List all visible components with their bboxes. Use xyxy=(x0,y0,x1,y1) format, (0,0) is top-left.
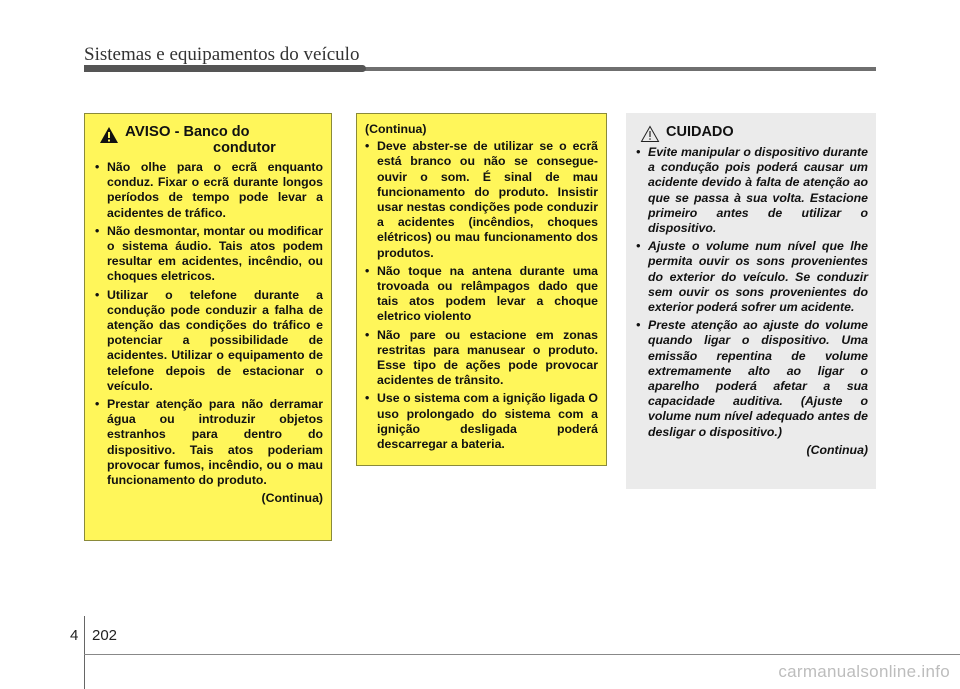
caution-title: CUIDADO xyxy=(666,124,734,141)
list-item: • Preste atenção ao ajuste do volume quando ligar o dispositivo. Uma emissão repentina de volume extremamente alto ao ligar o aparelho poderá afetar a sua capacidade auditiva. (Ajuste o volume num nível adequado antes de desligar o dispositivo.) xyxy=(636,318,868,440)
list-item: • Não pare ou estacione em zonas restritas para manusear o produto. Esse tipo de ações pode provocar acidentes de trânsito. xyxy=(365,328,598,389)
list-item: • Evite manipular o dispositivo durante a condução pois poderá causar um acidente devido à falta de atenção ao que se passa à sua volta. Estacione primeiro antes de utilizar o dispositivo. xyxy=(636,145,868,236)
warning-title-sub: condutor xyxy=(213,140,276,156)
warning-box-continued xyxy=(356,113,607,466)
continued-top-label: (Continua) xyxy=(365,122,427,136)
header-divider xyxy=(84,67,876,71)
warning-title-rest: - Banco do xyxy=(174,124,250,140)
continued-label: (Continua) xyxy=(261,491,323,506)
watermark: carmanualsonline.info xyxy=(778,662,950,681)
footer-divider-vertical xyxy=(84,616,85,689)
warning-label: AVISO xyxy=(125,123,171,140)
list-item: • Não toque na antena durante uma trovoada ou relâmpagos dado que tais atos podem levar a choque eletrico violento xyxy=(365,264,598,325)
list-item: • Ajuste o volume num nível que lhe permita ouvir os sons provenientes do exterior do veículo. Se conduzir sem ouvir os sons provenientes do exterior poderá sofrer um acidente. xyxy=(636,239,868,315)
list-item: • Não olhe para o ecrã enquanto conduz. Fixar o ecrã durante longos períodos de tempo pode levar a acidentes de tráfico. xyxy=(95,160,323,221)
list-item: • Não desmontar, montar ou modificar o sistema áudio. Tais atos podem resultar em acidentes, incêndio, ou choques eletricos. xyxy=(95,224,323,285)
caution-header xyxy=(636,123,868,143)
footer-divider-horizontal xyxy=(84,654,960,655)
list-item: • Use o sistema com a ignição ligada O uso prolongado do sistema com a ignição desligada poderá descarregar a bateria. xyxy=(365,391,598,452)
continued-label: (Continua) xyxy=(806,442,868,457)
page-title: Sistemas e equipamentos do veículo xyxy=(84,44,360,65)
warning-box-driver xyxy=(84,113,332,541)
caution-triangle-icon xyxy=(640,125,660,143)
chapter-number: 4 xyxy=(70,627,79,644)
warning-list xyxy=(95,160,323,488)
list-item: • Deve abster-se de utilizar se o ecrã está branco ou não se consegue- ouvir o som. É sinal de mau funcionamento do produto. Insistir usar nestas condições pode conduzir a acidentes (incêndios, choques elétricos) ou mau funcionamento dos produtos. xyxy=(365,139,598,261)
warning-header xyxy=(95,124,323,156)
warning-title xyxy=(125,124,276,156)
page-number: 202 xyxy=(92,627,118,644)
list-item: • Utilizar o telefone durante a condução pode conduzir a falha de atenção das condições do tráfico e potenciar a possibilidade de acidentes. Utilizar o equipamento de telefone depois de estacionar o veículo. xyxy=(95,288,323,394)
caution-list xyxy=(636,145,868,440)
caution-box xyxy=(626,113,876,489)
warning-list-2 xyxy=(365,139,598,452)
warning-triangle-icon xyxy=(99,126,119,144)
list-item: • Prestar atenção para não derramar água ou introduzir objetos estranhos para dentro do dispositivo. Tais atos poderiam provocar fumos, incêndio, ou o mau funcionamento do produto. xyxy=(95,397,323,488)
